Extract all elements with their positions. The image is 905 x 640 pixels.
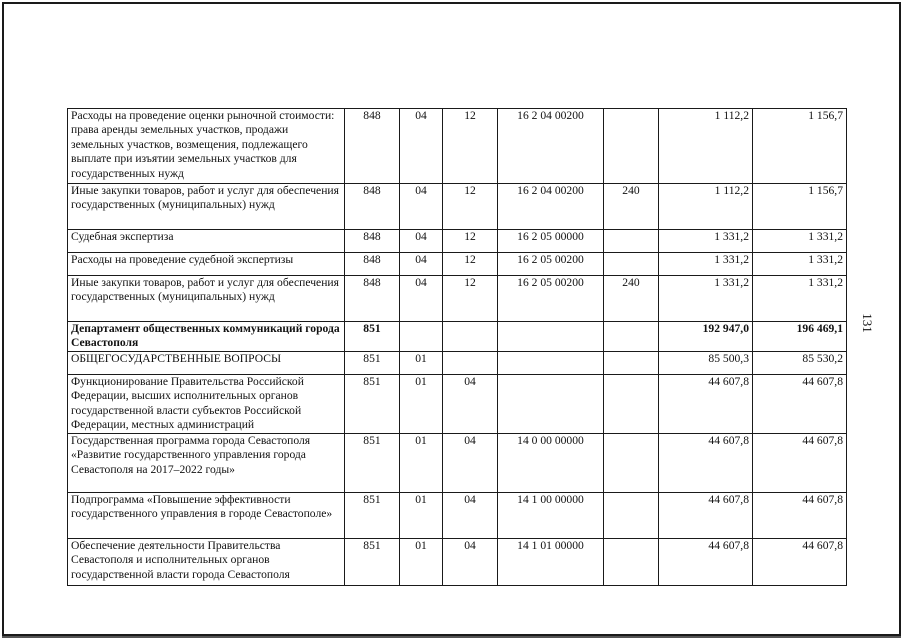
- cell-amount-year2: 1 156,7: [753, 184, 847, 230]
- cell-amount-year1: 1 112,2: [659, 109, 753, 184]
- cell-vr: [604, 375, 659, 434]
- cell-amount-year2: 1 331,2: [753, 230, 847, 253]
- cell-ved: 848: [345, 109, 400, 184]
- cell-amount-year1: 85 500,3: [659, 352, 753, 375]
- cell-amount-year1: 192 947,0: [659, 322, 753, 352]
- cell-csr: 14 1 00 00000: [498, 493, 604, 539]
- table-row: [68, 434, 847, 493]
- cell-amount-year2: 1 331,2: [753, 276, 847, 322]
- cell-rz: 01: [400, 352, 443, 375]
- table-row: [68, 352, 847, 375]
- cell-amount-year2: 44 607,8: [753, 539, 847, 586]
- cell-pr: 04: [443, 434, 498, 493]
- cell-pr: 12: [443, 109, 498, 184]
- cell-rz: 04: [400, 109, 443, 184]
- cell-rz: 04: [400, 230, 443, 253]
- cell-pr: 04: [443, 375, 498, 434]
- cell-ved: 851: [345, 322, 400, 352]
- cell-ved: 848: [345, 253, 400, 276]
- cell-csr: 16 2 05 00000: [498, 230, 604, 253]
- table-row: [68, 253, 847, 276]
- table-row: [68, 322, 847, 352]
- table-row: [68, 276, 847, 322]
- cell-rz: 04: [400, 253, 443, 276]
- cell-amount-year1: 44 607,8: [659, 375, 753, 434]
- cell-amount-year1: 44 607,8: [659, 493, 753, 539]
- cell-csr: [498, 375, 604, 434]
- cell-rz: 04: [400, 276, 443, 322]
- cell-amount-year1: 1 112,2: [659, 184, 753, 230]
- table-row: [68, 539, 847, 586]
- cell-name: Иные закупки товаров, работ и услуг для обеспечения государственных (муниципальных) нужд: [68, 276, 345, 322]
- cell-amount-year1: 1 331,2: [659, 230, 753, 253]
- cell-name: ОБЩЕГОСУДАРСТВЕННЫЕ ВОПРОСЫ: [68, 352, 345, 375]
- cell-name: Иные закупки товаров, работ и услуг для обеспечения государственных (муниципальных) нужд: [68, 184, 345, 230]
- cell-name: Расходы на проведение оценки рыночной стоимости: права аренды земельных участков, продажи земельных участков, возмещения, подлежащего выплате при изъятии земельных участков для государственных нужд: [68, 109, 345, 184]
- cell-amount-year1: 44 607,8: [659, 434, 753, 493]
- cell-name: Судебная экспертиза: [68, 230, 345, 253]
- cell-rz: 04: [400, 184, 443, 230]
- budget-table: [67, 108, 847, 586]
- cell-vr: [604, 493, 659, 539]
- cell-vr: [604, 109, 659, 184]
- page-bottom-edge: [2, 630, 901, 638]
- cell-csr: 16 2 04 00200: [498, 109, 604, 184]
- cell-amount-year2: 1 156,7: [753, 109, 847, 184]
- cell-pr: 12: [443, 253, 498, 276]
- cell-rz: 01: [400, 539, 443, 586]
- cell-pr: 04: [443, 539, 498, 586]
- page-number: 131: [860, 313, 875, 333]
- cell-ved: 848: [345, 276, 400, 322]
- cell-name: Подпрограмма «Повышение эффективности государственного управления в городе Севастополе»: [68, 493, 345, 539]
- table-row: [68, 493, 847, 539]
- cell-pr: 12: [443, 276, 498, 322]
- cell-csr: 14 0 00 00000: [498, 434, 604, 493]
- cell-name: Расходы на проведение судебной экспертизы: [68, 253, 345, 276]
- cell-vr: [604, 434, 659, 493]
- cell-rz: 01: [400, 434, 443, 493]
- cell-ved: 851: [345, 375, 400, 434]
- cell-csr: 16 2 05 00200: [498, 253, 604, 276]
- cell-pr: 12: [443, 230, 498, 253]
- cell-vr: [604, 253, 659, 276]
- cell-csr: 14 1 01 00000: [498, 539, 604, 586]
- table-row: [68, 375, 847, 434]
- cell-ved: 851: [345, 493, 400, 539]
- cell-pr: [443, 352, 498, 375]
- cell-ved: 851: [345, 539, 400, 586]
- cell-ved: 848: [345, 184, 400, 230]
- cell-amount-year2: 1 331,2: [753, 253, 847, 276]
- cell-amount-year2: 44 607,8: [753, 375, 847, 434]
- cell-ved: 848: [345, 230, 400, 253]
- cell-rz: [400, 322, 443, 352]
- table-row: [68, 109, 847, 184]
- cell-pr: [443, 322, 498, 352]
- cell-vr: [604, 539, 659, 586]
- cell-vr: 240: [604, 276, 659, 322]
- cell-amount-year2: 44 607,8: [753, 493, 847, 539]
- cell-vr: 240: [604, 184, 659, 230]
- cell-amount-year1: 44 607,8: [659, 539, 753, 586]
- cell-vr: [604, 230, 659, 253]
- cell-rz: 01: [400, 493, 443, 539]
- table-row: [68, 230, 847, 253]
- cell-name: Государственная программа города Севастополя «Развитие государственного управления города Севастополя на 2017–2022 годы»: [68, 434, 345, 493]
- cell-amount-year1: 1 331,2: [659, 276, 753, 322]
- cell-csr: 16 2 05 00200: [498, 276, 604, 322]
- table-row: [68, 184, 847, 230]
- cell-vr: [604, 352, 659, 375]
- cell-ved: 851: [345, 352, 400, 375]
- cell-amount-year1: 1 331,2: [659, 253, 753, 276]
- cell-amount-year2: 44 607,8: [753, 434, 847, 493]
- cell-csr: [498, 352, 604, 375]
- cell-csr: [498, 322, 604, 352]
- cell-amount-year2: 196 469,1: [753, 322, 847, 352]
- cell-pr: 04: [443, 493, 498, 539]
- cell-vr: [604, 322, 659, 352]
- cell-ved: 851: [345, 434, 400, 493]
- cell-csr: 16 2 04 00200: [498, 184, 604, 230]
- cell-rz: 01: [400, 375, 443, 434]
- cell-name: Департамент общественных коммуникаций города Севастополя: [68, 322, 345, 352]
- cell-pr: 12: [443, 184, 498, 230]
- cell-amount-year2: 85 530,2: [753, 352, 847, 375]
- cell-name: Обеспечение деятельности Правительства Севастополя и исполнительных органов государственной власти города Севастополя: [68, 539, 345, 586]
- cell-name: Функционирование Правительства Российской Федерации, высших исполнительных органов государственной власти субъектов Российской Федерации, местных администраций: [68, 375, 345, 434]
